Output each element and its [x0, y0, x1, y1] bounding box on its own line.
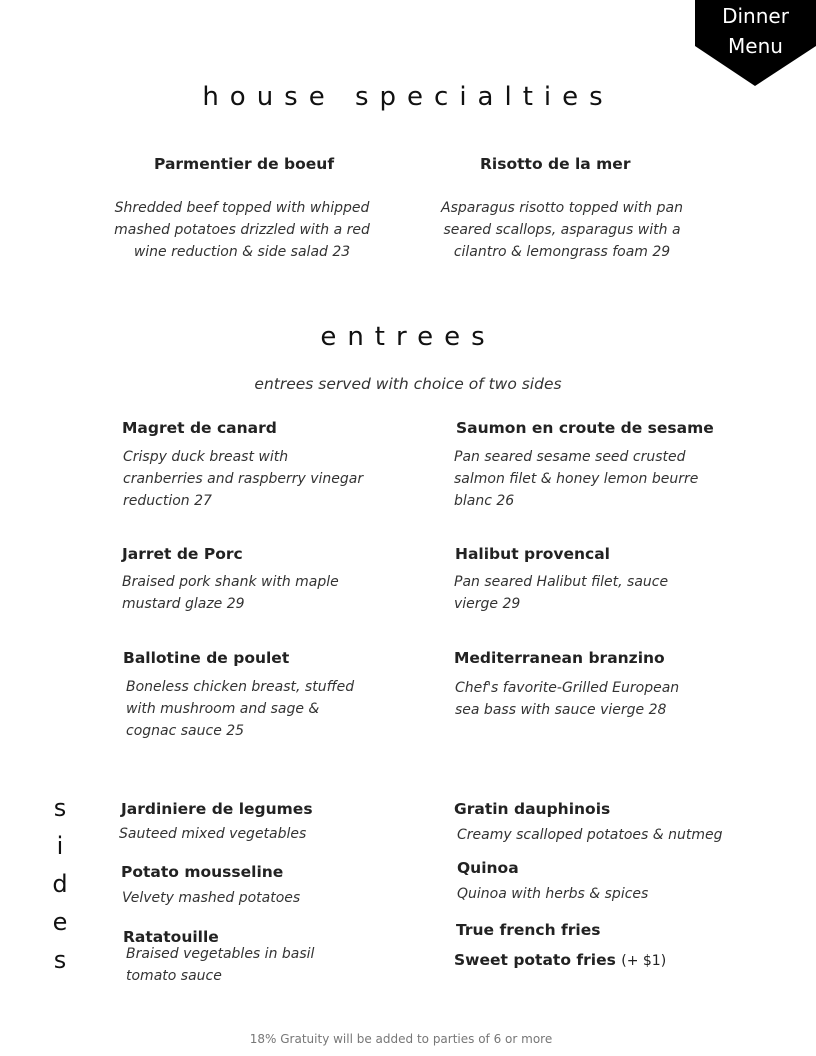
house-item-desc: Shredded beef topped with whipped mashed potatoes drizzled with a red wine reduction & side salad 23 [114, 200, 370, 260]
house-item-desc: Asparagus risotto topped with pan seared scallops, asparagus with a cilantro & lemongrass foam 29 [441, 200, 683, 260]
entree-name: Mediterranean branzino [454, 649, 665, 667]
house-item-name: Risotto de la mer [480, 155, 631, 173]
side-desc: Creamy scalloped potatoes & nutmeg [457, 827, 723, 843]
side-desc: Velvety mashed potatoes [122, 890, 301, 906]
banner-line-2: Menu [728, 34, 783, 58]
entree-desc: Pan seared Halibut filet, sauce vierge 29 [454, 574, 669, 612]
entree-desc: Chef's favorite-Grilled European sea bass with sauce vierge 28 [455, 680, 680, 718]
entree-name: Ballotine de poulet [123, 649, 290, 667]
side-name: Quinoa [457, 859, 519, 877]
house-item-name: Parmentier de boeuf [154, 155, 335, 173]
side-addon-price: (+ $1) [621, 953, 667, 969]
entree-desc: Crispy duck breast with cranberries and raspberry vinegar reduction 27 [123, 449, 364, 509]
sides-label-letter: i [56, 832, 64, 860]
side-name: Potato mousseline [121, 863, 284, 881]
side-sweet-potato [454, 951, 666, 969]
side-name: Sweet potato fries [454, 951, 616, 969]
dinner-menu-banner [695, 0, 816, 86]
sides-label-letter: e [52, 908, 68, 936]
side-name: Gratin dauphinois [454, 800, 611, 818]
entree-desc: Braised pork shank with maple mustard glaze 29 [122, 574, 339, 612]
entrees-title: entrees [320, 322, 496, 352]
entree-name: Jarret de Porc [122, 545, 243, 563]
gratuity-note: 18% Gratuity will be added to parties of 6 or more [249, 1032, 553, 1046]
banner-line-1: Dinner [722, 4, 789, 28]
entree-desc: Pan seared sesame seed crusted salmon filet & honey lemon beurre blanc 26 [454, 449, 699, 509]
side-name: True french fries [456, 921, 601, 939]
entree-name: Saumon en croute de sesame [456, 419, 714, 437]
sides-label-letter: d [52, 870, 68, 898]
entree-desc: Boneless chicken breast, stuffed with mushroom and sage & cognac sauce 25 [126, 679, 355, 739]
entree-name: Halibut provencal [455, 545, 610, 563]
sides-label-letter: s [53, 946, 67, 974]
entree-name: Magret de canard [122, 419, 277, 437]
side-desc: Sauteed mixed vegetables [119, 826, 307, 842]
sides-label-letter: s [53, 794, 67, 822]
house-specialties-title: house specialties [202, 82, 614, 112]
side-name: Jardiniere de legumes [121, 800, 313, 818]
side-desc: Braised vegetables in basil tomato sauce [126, 946, 315, 984]
side-desc: Quinoa with herbs & spices [457, 886, 649, 902]
side-name: Ratatouille [123, 928, 219, 946]
entrees-subtitle: entrees served with choice of two sides [254, 375, 562, 393]
